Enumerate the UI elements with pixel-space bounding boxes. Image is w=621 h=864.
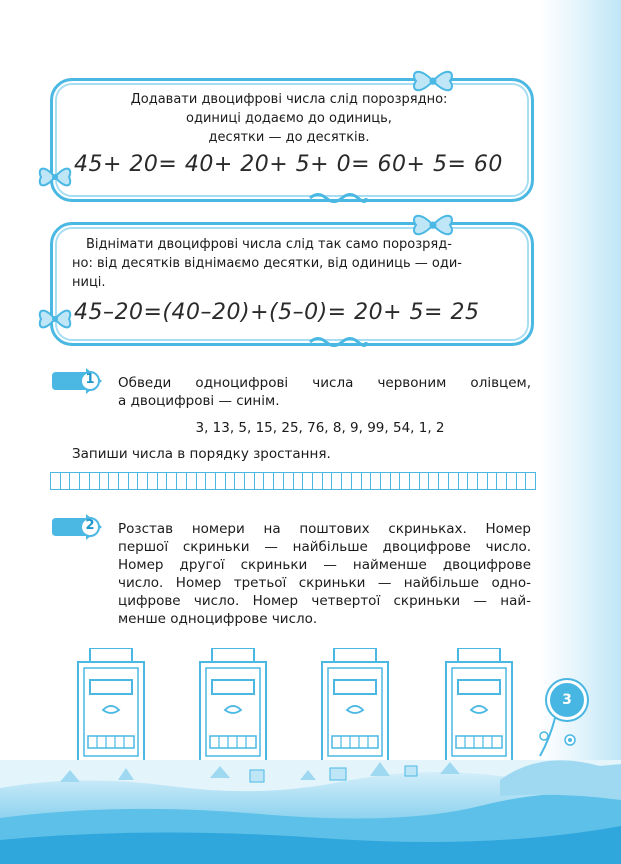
task1-line: Обведи одноцифрові числа червоним олівцем,: [118, 375, 531, 391]
rule1-line: Додавати двоцифрові числа слід порозрядно:: [130, 92, 448, 107]
task1-line: а двоцифрові — синім.: [118, 393, 280, 409]
grid-cell[interactable]: [138, 473, 148, 489]
task1-instruction: Запиши числа в порядку зростання.: [72, 446, 331, 462]
ribbon-bow-icon: [35, 159, 75, 195]
grid-cell[interactable]: [468, 473, 478, 489]
grid-cell[interactable]: [158, 473, 168, 489]
task2-line: число. Номер третьої скриньки — найбільше одно-: [118, 575, 531, 591]
number-list: 3, 13, 5, 15, 25, 76, 8, 9, 99, 54, 1, 2: [195, 420, 445, 436]
grid-cell[interactable]: [206, 473, 216, 489]
grid-cell[interactable]: [109, 473, 119, 489]
grid-cell[interactable]: [119, 473, 129, 489]
rule2-line: Віднімати двоцифрові числа слід так само порозряд-: [86, 237, 452, 252]
rule1-formula: 45+ 20= 40+ 20+ 5+ 0= 60+ 5= 60: [74, 152, 503, 177]
grid-cell[interactable]: [100, 473, 110, 489]
rule2-line: ниці.: [72, 275, 106, 290]
ribbon-wave-icon: [308, 335, 368, 349]
grid-cell[interactable]: [51, 473, 61, 489]
grid-cell[interactable]: [235, 473, 245, 489]
grid-cell[interactable]: [371, 473, 381, 489]
grid-cell[interactable]: [400, 473, 410, 489]
grid-cell[interactable]: [352, 473, 362, 489]
grid-cell[interactable]: [488, 473, 498, 489]
grid-cell[interactable]: [323, 473, 333, 489]
grid-cell[interactable]: [362, 473, 372, 489]
grid-cell[interactable]: [148, 473, 158, 489]
grid-cell[interactable]: [61, 473, 71, 489]
grid-cell[interactable]: [245, 473, 255, 489]
task2-line: Розстав номери на поштових скриньках. Номер: [118, 521, 531, 537]
grid-cell[interactable]: [526, 473, 535, 489]
winter-landscape-illustration: [0, 740, 621, 864]
grid-cell[interactable]: [381, 473, 391, 489]
task2-number: 2: [85, 518, 95, 533]
grid-cell[interactable]: [197, 473, 207, 489]
grid-cell[interactable]: [313, 473, 323, 489]
ribbon-bow-icon: [35, 301, 75, 337]
grid-cell[interactable]: [226, 473, 236, 489]
rule2-formula: 45–20=(40–20)+(5–0)= 20+ 5= 25: [74, 300, 480, 325]
grid-cell[interactable]: [80, 473, 90, 489]
task1-number: 1: [85, 372, 95, 387]
rule2-line: но: від десятків віднімаємо десятки, від одиниць — оди-: [72, 256, 462, 271]
answer-grid[interactable]: [50, 472, 536, 490]
task2-line: цифрове число. Номер четвертої скриньки — най-: [118, 593, 531, 609]
grid-cell[interactable]: [187, 473, 197, 489]
grid-cell[interactable]: [342, 473, 352, 489]
grid-cell[interactable]: [177, 473, 187, 489]
grid-cell[interactable]: [90, 473, 100, 489]
grid-cell[interactable]: [255, 473, 265, 489]
task2-line: першої скриньки — найбільше двоцифрове число.: [118, 539, 531, 555]
grid-cell[interactable]: [439, 473, 449, 489]
grid-cell[interactable]: [517, 473, 527, 489]
grid-cell[interactable]: [429, 473, 439, 489]
grid-cell[interactable]: [459, 473, 469, 489]
grid-cell[interactable]: [497, 473, 507, 489]
grid-cell[interactable]: [70, 473, 80, 489]
grid-cell[interactable]: [294, 473, 304, 489]
grid-cell[interactable]: [420, 473, 430, 489]
rule1-line: десятки — до десятків.: [208, 130, 370, 145]
grid-cell[interactable]: [129, 473, 139, 489]
task2-line: Номер другої скриньки — найменше двоцифрове: [118, 557, 531, 573]
rule1-line: одиниці додаємо до одиниць,: [186, 111, 392, 126]
ribbon-wave-icon: [308, 191, 368, 205]
grid-cell[interactable]: [303, 473, 313, 489]
grid-cell[interactable]: [274, 473, 284, 489]
grid-cell[interactable]: [478, 473, 488, 489]
grid-cell[interactable]: [264, 473, 274, 489]
grid-cell[interactable]: [410, 473, 420, 489]
page-number: 3: [547, 680, 587, 720]
grid-cell[interactable]: [332, 473, 342, 489]
grid-cell[interactable]: [284, 473, 294, 489]
grid-cell[interactable]: [167, 473, 177, 489]
grid-cell[interactable]: [449, 473, 459, 489]
grid-cell[interactable]: [507, 473, 517, 489]
task2-line: менше одноцифрове число.: [118, 611, 318, 627]
grid-cell[interactable]: [216, 473, 226, 489]
grid-cell[interactable]: [391, 473, 401, 489]
